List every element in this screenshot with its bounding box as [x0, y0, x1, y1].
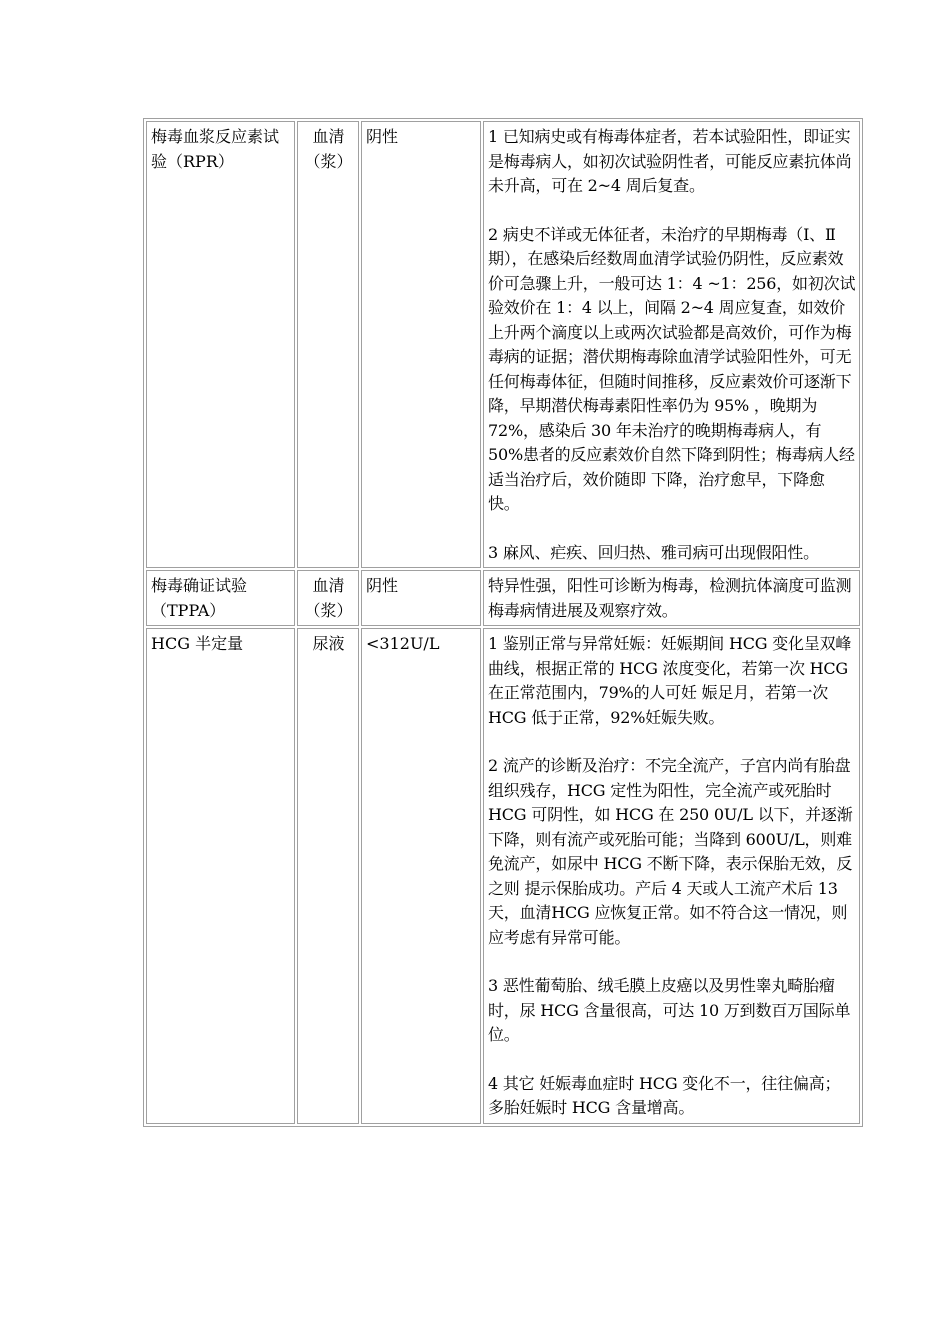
table-row	[146, 121, 860, 568]
reference-value-cell: 阴性	[361, 121, 481, 568]
reference-value-cell: 阴性	[361, 570, 481, 626]
lab-test-table	[143, 118, 863, 1127]
note-paragraph: 1 鉴别正常与异常妊娠：妊娠期间 HCG 变化呈双峰曲线，根据正常的 HCG 浓度变化，若第一次 HCG 在正常范围内，79%的人可妊 娠足月，若第一次 HCG 低于正常，92%妊娠失败。	[488, 634, 852, 727]
specimen-cell: 尿液	[297, 628, 359, 1124]
table-row	[146, 628, 860, 1124]
specimen-cell: 血清（浆）	[297, 570, 359, 626]
note-paragraph: 特异性强，阳性可诊断为梅毒，检测抗体滴度可监测梅毒病情进展及观察疗效。	[488, 576, 852, 620]
note-paragraph: 2 病史不详或无体征者，未治疗的早期梅毒（Ⅰ、Ⅱ期），在感染后经数周血清学试验仍阴性，反应素效价可急骤上升，一般可达 1：4 ~1：256，如初次试验效价在 1：4 以上，间隔 2~4 周应复查，如效价上升两个滴度以上或两次试验都是高效价，可作为梅毒病的证据；潜伏期梅毒除血清学试验阳性外，可无任何梅毒体征，但随时间推移，反应素效价可逐渐下降，早期潜伏梅毒素阳性率仍为 95% ，晚期为 72%，感染后 30 年未治疗的晚期梅毒病人，有 50%患者的反应素效价自然下降到阴性；梅毒病人经适当治疗后，效价随即 下降，治疗愈早，下降愈快。	[488, 224, 856, 513]
note-paragraph: 2 流产的诊断及治疗：不完全流产，子宫内尚有胎盘组织残存，HCG 定性为阳性，完全流产或死胎时 HCG 可阴性，如 HCG 在 250 0U/L 以下，并逐渐下降，则有流产或死胎可能；当降到 600U/L，则难免流产，如尿中 HCG 不断下降，表示保胎无效，反之则 提示保胎成功。产后 4 天或人工流产术后 13 天，血清HCG 应恢复正常。如不符合这一情况，则应考虑有异常可能。	[488, 756, 853, 947]
table-row	[146, 570, 860, 626]
test-item-cell: 梅毒确证试验（TPPA）	[146, 570, 295, 626]
note-paragraph: 1 已知病史或有梅毒体症者，若本试验阳性，即证实是梅毒病人，如初次试验阴性者，可能反应素抗体尚未升高，可在 2~4 周后复查。	[488, 127, 852, 195]
clinical-notes-cell	[483, 570, 860, 626]
note-paragraph: 4 其它 妊娠毒血症时 HCG 变化不一，往往偏高；多胎妊娠时 HCG 含量增高。	[488, 1073, 841, 1117]
clinical-notes-cell	[483, 628, 860, 1124]
specimen-cell: 血清（浆）	[297, 121, 359, 568]
test-item-cell: 梅毒血浆反应素试验（RPR）	[146, 121, 295, 568]
clinical-notes-cell	[483, 121, 860, 568]
note-paragraph: 3 麻风、疟疾、回归热、雅司病可出现假阳性。	[488, 542, 819, 562]
reference-value-cell: <312U/L	[361, 628, 481, 1124]
test-item-cell: HCG 半定量	[146, 628, 295, 1124]
note-paragraph: 3 恶性葡萄胎、绒毛膜上皮癌以及男性睾丸畸胎瘤时，尿 HCG 含量很高，可达 10 万到数百万国际单位。	[488, 976, 851, 1044]
